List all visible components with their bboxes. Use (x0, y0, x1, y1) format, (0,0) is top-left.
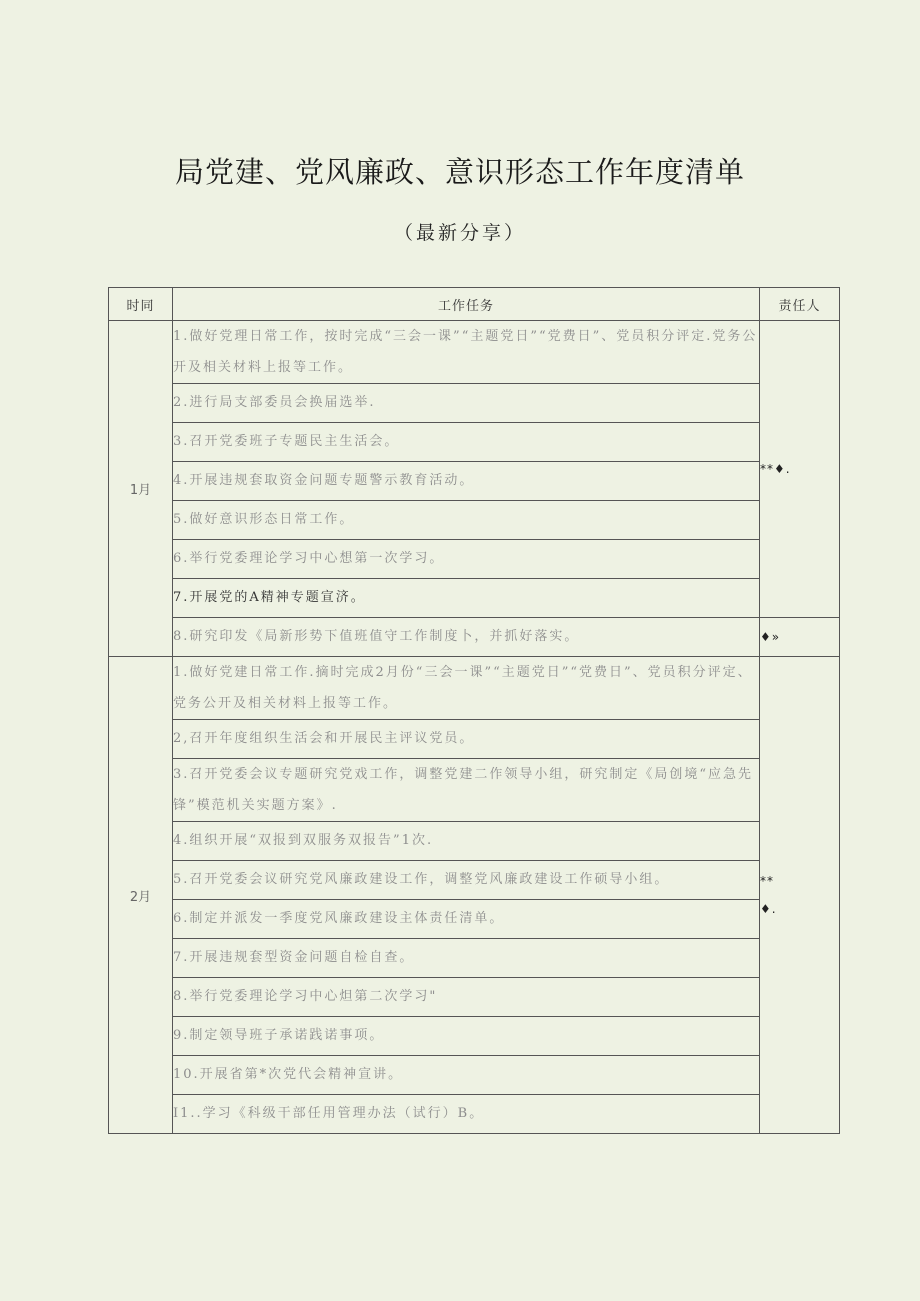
person-cell: **♦. (760, 321, 840, 618)
page-title: 局党建、党风廉政、意识形态工作年度清单 (174, 155, 745, 189)
task-cell: 2,召开年度组织生活会和开展民主评议党员。 (173, 720, 760, 759)
table-row (109, 423, 840, 462)
task-cell: 8.举行党委理论学习中心炟第二次学习" (173, 978, 760, 1017)
table-row (109, 939, 840, 978)
task-cell: 1.做好党建日常工作.摘时完成2月份“三会一课”“主题党日”“党费日”、党员积分评定、党务公开及相关材料上报等工作。 (173, 657, 760, 720)
task-cell: 8.研究印发《局新形势下值班值守工作制度卜，并抓好落实。 (173, 618, 760, 657)
task-cell: 6.制定并派发一季度党风廉政建设主体责任清单。 (173, 900, 760, 939)
task-cell: 1.做好党理日常工作，按时完成“三会一课”“主题党日”“党费日”、党员积分评定.党务公开及相关材料上报等工作。 (173, 321, 760, 384)
person-cell: ♦» (760, 618, 840, 657)
task-cell: 7.开展党的A精神专题宣济。 (173, 579, 760, 618)
table-row (109, 462, 840, 501)
table-row (109, 861, 840, 900)
task-cell: 5.召开党委会议研究党风廉政建设工作，调整党风廉政建设工作硕导小组。 (173, 861, 760, 900)
page-subtitle: （最新分享） (393, 222, 526, 244)
table-row (109, 1056, 840, 1095)
month-cell-jan: 1月 (109, 321, 173, 657)
month-cell-feb: 2月 (109, 657, 173, 1134)
header-person: 责任人 (760, 288, 840, 321)
header-time: 时同 (109, 288, 173, 321)
task-cell: 10.开展省第*次党代会精神宣讲。 (173, 1056, 760, 1095)
table-row (109, 1017, 840, 1056)
table-row (109, 501, 840, 540)
table-row (109, 384, 840, 423)
table-row (109, 540, 840, 579)
task-cell: I1..学习《科级干部任用管理办法（试行）B。 (173, 1095, 760, 1134)
table-row (109, 900, 840, 939)
task-cell: 3.召开党委班子专题民主生活会。 (173, 423, 760, 462)
table-row (109, 1095, 840, 1134)
task-cell: 9.制定领导班子承诺践诺事项。 (173, 1017, 760, 1056)
table-row (109, 822, 840, 861)
work-checklist-table (108, 287, 840, 1134)
table-row (109, 978, 840, 1017)
table-header-row (109, 288, 840, 321)
table-row (109, 618, 840, 657)
table-row (109, 579, 840, 618)
person-line: ** (760, 874, 774, 888)
table-row (109, 321, 840, 384)
task-cell: 2.进行局支部委员会换届选举. (173, 384, 760, 423)
task-cell: 6.举行党委理论学习中心想第一次学习。 (173, 540, 760, 579)
header-task: 工作任务 (173, 288, 760, 321)
task-cell: 4.开展违规套取资金问题专题警示教育活动。 (173, 462, 760, 501)
task-cell: 4.组织开展“双报到双服务双报告”1次. (173, 822, 760, 861)
table-row (109, 720, 840, 759)
table-row (109, 759, 840, 822)
person-line: ♦. (760, 902, 777, 916)
task-cell: 3.召开党委会议专题研究党戏工作，调整党建二作领导小组，研究制定《局创境“应急先锋”模范机关实题方案》. (173, 759, 760, 822)
task-cell: 7.开展违规套型资金问题自检自查。 (173, 939, 760, 978)
task-cell: 5.做好意识形态日常工作。 (173, 501, 760, 540)
table-row (109, 657, 840, 720)
person-cell (760, 657, 840, 1134)
